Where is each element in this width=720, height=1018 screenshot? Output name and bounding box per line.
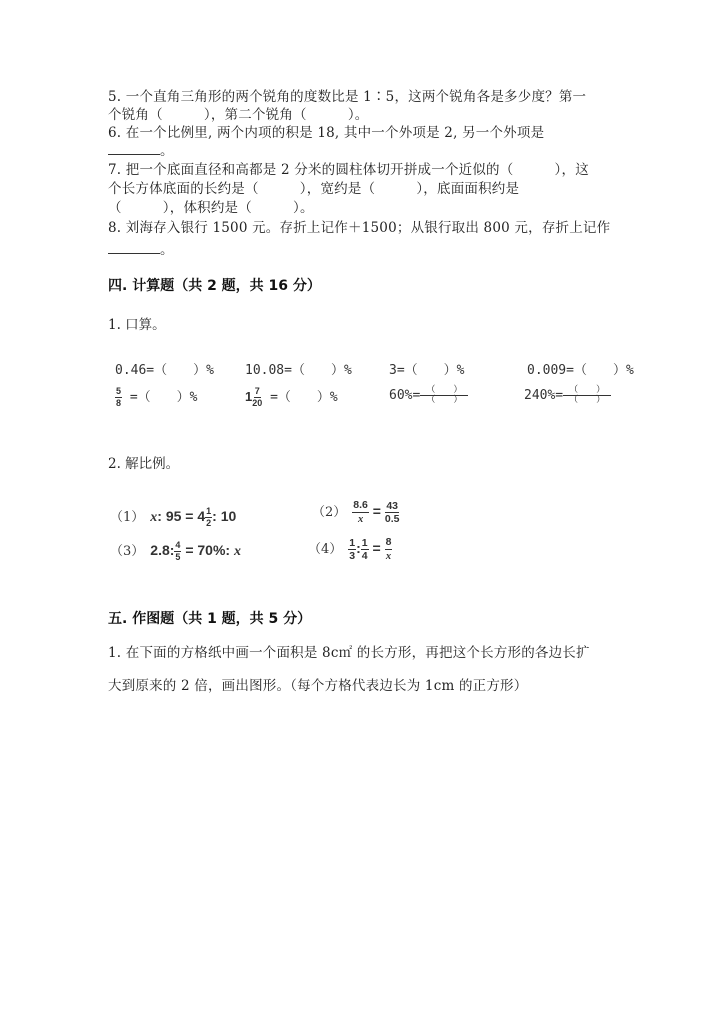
solve-proportion-label: 2. 解比例。 [108, 456, 180, 472]
punctuation: 。 [160, 242, 174, 258]
question-7-line-3: （ ），体积约是（ ）。 [108, 200, 314, 216]
fraction: $\frac{5}{8}$ [116, 386, 122, 408]
question-6-line-2 [108, 142, 174, 160]
question-7-line-1: 7. 把一个底面直径和高都是 2 分米的圆柱体切开拼成一个近似的（ ），这 [108, 162, 589, 178]
question-8-line-1: 8. 刘海存入银行 1500 元。存折上记作＋1500；从银行取出 800 元，存折上记作 [108, 220, 611, 236]
question-7-line-2: 个长方体底面的长约是（ ），宽约是（ ），底面面积约是 [108, 181, 520, 197]
section-5-title: 五. 作图题（共 1 题，共 5 分） [108, 611, 312, 627]
question-6-line-1: 6. 在一个比例里, 两个内项的积是 18, 其中一个外项是 2, 另一个外项是 [108, 125, 545, 141]
proportion-1: （1） x: 95 = 4 $\frac{1}{2}$ : 10 [110, 505, 237, 528]
answer-blank[interactable] [108, 153, 160, 155]
fraction: $\frac{4}{5}$ [175, 539, 181, 562]
fraction: $\frac{8}{x}$ [385, 536, 392, 562]
fraction: $\frac{7}{20}$ [252, 386, 263, 408]
oral-item-6: 1 $\frac{7}{20}$ =（ ）% [245, 386, 338, 408]
oral-calc-label: 1. 口算。 [108, 317, 166, 333]
question-8-line-2 [108, 241, 174, 259]
section-4-title: 四. 计算题（共 2 题，共 16 分） [108, 278, 321, 294]
fraction-blank[interactable]: $\frac{( )}{( )}$ [420, 386, 468, 405]
proportion-4: （4） $\frac{1}{3}$ : $\frac{1}{4}$ = $\frac{8}{x}$ [308, 536, 392, 562]
proportion-2: （2） $\frac{8.6}{x}$ = $\frac{43}{0.5}$ [312, 499, 400, 525]
fraction: $\frac{1}{4}$ [361, 536, 368, 562]
oral-item-2: 10.08=（ ）% [245, 363, 352, 378]
question-5-line-1: 5. 一个直角三角形的两个锐角的度数比是 1∶5，这两个锐角各是多少度？第一 [108, 89, 587, 105]
proportion-3: （3） 2.8: $\frac{4}{5}$ = 70%: x [110, 539, 241, 562]
answer-blank[interactable] [108, 252, 160, 254]
oral-item-4: 0.009=（ ）% [527, 363, 634, 378]
oral-item-7: 60%= $\frac{( )}{( )}$ [389, 386, 468, 405]
drawing-question-line-1: 1. 在下面的方格纸中画一个面积是 8c㎡ 的长方形，再把这个长方形的各边长扩 [108, 645, 590, 661]
fraction: $\frac{1}{2}$ [206, 505, 212, 528]
question-5-line-2: 个锐角（ ），第二个锐角（ ）。 [108, 107, 369, 123]
punctuation: 。 [160, 143, 174, 159]
fraction-blank[interactable]: $\frac{( )}{( )}$ [563, 386, 611, 405]
oral-item-5: $\frac{5}{8}$ =（ ）% [116, 386, 198, 408]
fraction: $\frac{1}{3}$ [349, 536, 356, 562]
oral-item-1: 0.46=（ ）% [115, 363, 214, 378]
fraction: $\frac{43}{0.5}$ [384, 499, 400, 525]
fraction: $\frac{8.6}{x}$ [353, 499, 368, 525]
oral-item-8: 240%= $\frac{( )}{( )}$ [524, 386, 611, 405]
drawing-question-line-2: 大到原来的 2 倍，画出图形。（每个方格代表边长为 1cm 的正方形） [108, 678, 528, 694]
oral-item-3: 3=（ ）% [389, 363, 465, 378]
